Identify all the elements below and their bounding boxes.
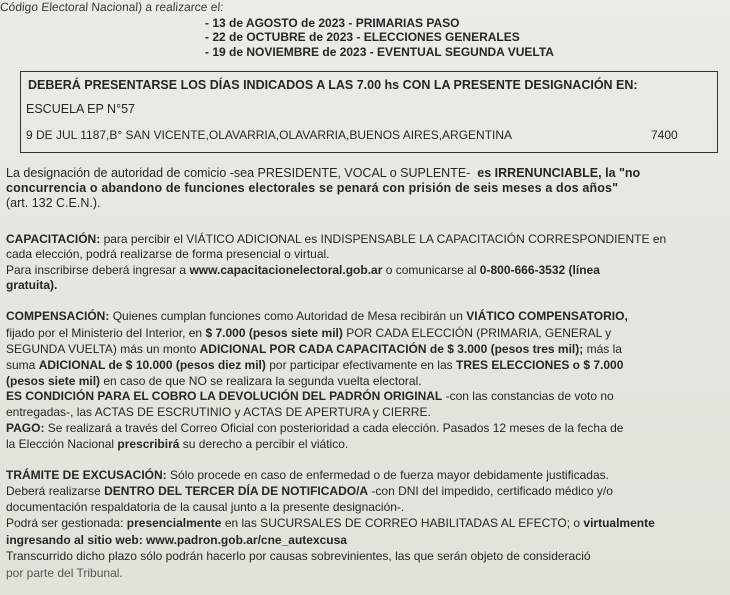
comp-text-5a: (pesos siete mil) bbox=[6, 374, 101, 388]
training-line-4: gratuita). bbox=[6, 278, 58, 292]
date-generales: - 22 de OCTUBRE de 2023 - ELECCIONES GENERALES bbox=[205, 30, 520, 44]
designation-line-2: concurrencia o abandono de funciones electorales se penará con prisión de seis meses a dos años" bbox=[6, 181, 619, 195]
excuse-text-4a: Podrá ser gestionada: bbox=[6, 516, 124, 530]
comp-text-3b: ADICIONAL POR CADA CAPACITACIÓN de $ 3.000 (pesos tres mil); bbox=[199, 342, 584, 356]
excuse-line-7: por parte del Tribunal. bbox=[6, 566, 123, 580]
excuse-text-2c: -con DNI del impedido, certificado médico y/o bbox=[371, 484, 613, 498]
excuse-line-6: Transcurrido dicho plazo sólo podrán hacerlo por causas sobrevinientes, las que serán objeto de consideració bbox=[6, 549, 591, 563]
comp-line-5 bbox=[6, 374, 422, 389]
intro-text: Código Electoral Nacional) a realizarce el: bbox=[0, 0, 224, 14]
excuse-line-3: documentación respaldatoria de la causal junto a la presente designación-. bbox=[6, 500, 405, 514]
comp-text-9c: su derecho a percibir el viático. bbox=[182, 437, 349, 451]
training-line-1 bbox=[6, 232, 666, 247]
comp-text-2b: $ 7.000 (pesos siete mil) bbox=[205, 326, 343, 340]
training-url: www.capacitacionelectoral.gob.ar bbox=[189, 263, 383, 277]
designation-text-b: es IRRENUNCIABLE, la "no bbox=[477, 166, 641, 180]
comp-label: COMPENSACIÓN: bbox=[6, 309, 110, 323]
comp-line-1 bbox=[6, 309, 628, 324]
comp-text-1a: Quienes cumplan funciones como Autoridad de Mesa recibirán un bbox=[112, 309, 463, 323]
excuse-text-5a: ingresando al sitio web: bbox=[6, 533, 143, 547]
comp-text-3c: más la bbox=[586, 342, 622, 356]
assignment-box bbox=[20, 71, 718, 153]
comp-line-2 bbox=[6, 326, 611, 341]
excuse-text-4c: en las SUCURSALES DE CORREO HABILITADAS AL EFECTO; o bbox=[224, 516, 581, 530]
training-line-2: cada elección, podrá realizarse de forma presencial o virtual. bbox=[6, 247, 330, 261]
comp-text-1b: VIÁTICO COMPENSATORIO, bbox=[466, 309, 628, 323]
comp-text-9b: prescribirá bbox=[117, 437, 180, 451]
comp-text-4b: ADICIONAL de $ 10.000 (pesos diez mil) bbox=[38, 358, 266, 372]
designation-text-a: La designación de autoridad de comicio -sea PRESIDENTE, VOCAL o SUPLENTE- bbox=[6, 166, 471, 180]
excuse-label: TRÁMITE DE EXCUSACIÓN: bbox=[6, 468, 167, 482]
designation-line-1 bbox=[6, 166, 640, 181]
excuse-text-2b: DENTRO DEL TERCER DÍA DE NOTIFICADO/A bbox=[104, 484, 369, 498]
comp-text-4d: TRES ELECCIONES o $ 7.000 bbox=[456, 358, 624, 372]
comp-text-6b: -con las constancias de voto no bbox=[445, 389, 614, 403]
training-phone: 0-800-666-3532 (línea bbox=[479, 263, 600, 277]
training-text-3a: Para inscribirse deberá ingresar a bbox=[6, 263, 187, 277]
payment-label: PAGO: bbox=[6, 421, 45, 435]
date-segunda-vuelta: - 19 de NOVIEMBRE de 2023 - EVENTUAL SEGUNDA VUELTA bbox=[205, 45, 554, 59]
comp-text-4c: por participar efectivamente en las bbox=[269, 358, 453, 372]
comp-text-2a: fijado por el Ministerio del Interior, en bbox=[6, 326, 203, 340]
comp-line-3 bbox=[6, 342, 622, 357]
comp-text-2c: POR CADA ELECCIÓN (PRIMARIA, GENERAL y bbox=[346, 326, 612, 340]
training-text-1: para percibir el VIÁTICO ADICIONAL es INDISPENSABLE LA CAPACITACIÓN CORRESPONDIENTE en bbox=[103, 232, 667, 246]
designation-line-3: (art. 132 C.E.N.). bbox=[6, 196, 101, 210]
excuse-text-2a: Deberá realizarse bbox=[6, 484, 101, 498]
training-text-3b: o comunicarse al bbox=[385, 263, 477, 277]
training-line-3 bbox=[6, 263, 600, 278]
comp-text-9a: la Elección Nacional bbox=[6, 437, 115, 451]
comp-text-8: Se realizará a través del Correo Oficial con posterioridad a cada elección. Pasados 12 meses de la fecha de bbox=[47, 421, 624, 435]
postal-code: 7400 bbox=[651, 128, 678, 142]
excuse-line-2 bbox=[6, 484, 613, 499]
excuse-line-4 bbox=[6, 516, 655, 531]
comp-line-9 bbox=[6, 437, 348, 452]
date-primarias: - 13 de AGOSTO de 2023 - PRIMARIAS PASO bbox=[205, 16, 460, 30]
comp-line-8 bbox=[6, 421, 623, 436]
assignment-title: DEBERÁ PRESENTARSE LOS DÍAS INDICADOS A LAS 7.00 hs CON LA PRESENTE DESIGNACIÓN EN: bbox=[28, 78, 638, 92]
comp-line-6 bbox=[6, 389, 614, 404]
excuse-text-5b: www.padron.gob.ar/cne_autexcusa bbox=[146, 533, 347, 547]
excuse-text-4b: presencialmente bbox=[126, 516, 222, 530]
comp-text-3a: SEGUNDA VUELTA) más un monto bbox=[6, 342, 197, 356]
comp-text-5b: en caso de que NO se realizara la segunda vuelta electoral. bbox=[103, 374, 422, 388]
excuse-text-4d: virtualmente bbox=[583, 516, 655, 530]
comp-line-7: entregadas-, las ACTAS DE ESCRUTINIO y ACTAS DE APERTURA y CIERRE. bbox=[6, 405, 431, 419]
excuse-text-1: Sólo procede en caso de enfermedad o de fuerza mayor debidamente justificadas. bbox=[170, 468, 609, 482]
excuse-line-1 bbox=[6, 468, 609, 483]
comp-text-4a: suma bbox=[6, 358, 36, 372]
school-name: ESCUELA EP N°57 bbox=[26, 102, 135, 116]
comp-line-4 bbox=[6, 358, 623, 373]
comp-text-6a: ES CONDICIÓN PARA EL COBRO LA DEVOLUCIÓN DEL PADRÓN ORIGINAL bbox=[6, 389, 443, 403]
school-address: 9 DE JUL 1187,B° SAN VICENTE,OLAVARRIA,OLAVARRIA,BUENOS AIRES,ARGENTINA bbox=[26, 128, 513, 142]
excuse-line-5 bbox=[6, 533, 347, 548]
training-label: CAPACITACIÓN: bbox=[6, 232, 101, 246]
